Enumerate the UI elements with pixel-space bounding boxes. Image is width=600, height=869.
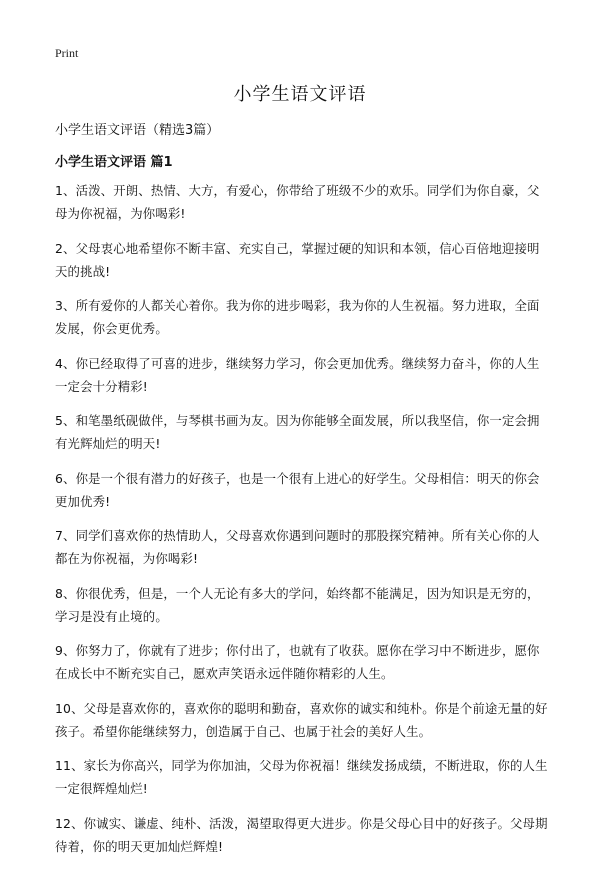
comment-item: 10、父母是喜欢你的，喜欢你的聪明和勤奋，喜欢你的诚实和纯朴。你是个前途无量的好孩子。希望你能继续努力，创造属于自己、也属于社会的美好人生。 [55, 700, 548, 739]
comment-item: 3、所有爱你的人都关心着你。我为你的进步喝彩，我为你的人生祝福。努力进取，全面发展，你会更优秀。 [55, 298, 540, 336]
comment-item: 5、和笔墨纸砚做伴，与琴棋书画为友。因为你能够全面发展，所以我坚信，你一定会拥有光辉灿烂的明天! [55, 413, 540, 451]
section-heading: 小学生语文评语 篇1 [55, 155, 173, 170]
comment-item: 12、你诚实、谦虚、纯朴、活泼，渴望取得更大进步。你是父母心目中的好孩子。父母期待着，你的明天更加灿烂辉煌! [55, 815, 548, 854]
comment-item: 6、你是一个很有潜力的好孩子，也是一个很有上进心的好学生。父母相信：明天的你会更加优秀! [55, 470, 540, 509]
page-title: 小学生语文评语 [233, 84, 367, 105]
comment-item: 2、父母衷心地希望你不断丰富、充实自己，掌握过硬的知识和本领，信心百倍地迎接明天的挑战! [55, 240, 540, 279]
comment-item: 8、你很优秀，但是，一个人无论有多大的学问，始终都不能满足，因为知识是无穷的，学习是没有止境的。 [55, 585, 540, 624]
comment-item: 4、你已经取得了可喜的进步，继续努力学习，你会更加优秀。继续努力奋斗，你的人生一定会十分精彩! [55, 355, 540, 394]
comment-list [55, 179, 549, 869]
print-link[interactable]: Print [55, 46, 79, 60]
comment-item: 7、同学们喜欢你的热情助人，父母喜欢你遇到问题时的那股探究精神。所有关心你的人都在为你祝福，为你喝彩! [55, 528, 540, 566]
comment-item: 9、你努力了，你就有了进步；你付出了，也就有了收获。愿你在学习中不断进步，愿你在成长中不断充实自己，愿欢声笑语永远伴随你精彩的人生。 [55, 643, 540, 681]
document-subtitle: 小学生语文评语（精选3篇） [55, 123, 220, 138]
comment-item: 1、活泼、开朗、热情、大方，有爱心，你带给了班级不少的欢乐。同学们为你自豪，父母为你祝福，为你喝彩! [55, 183, 540, 221]
comment-item: 11、家长为你高兴，同学为你加油，父母为你祝福！继续发扬成绩，不断进取，你的人生一定很辉煌灿烂! [55, 758, 548, 796]
